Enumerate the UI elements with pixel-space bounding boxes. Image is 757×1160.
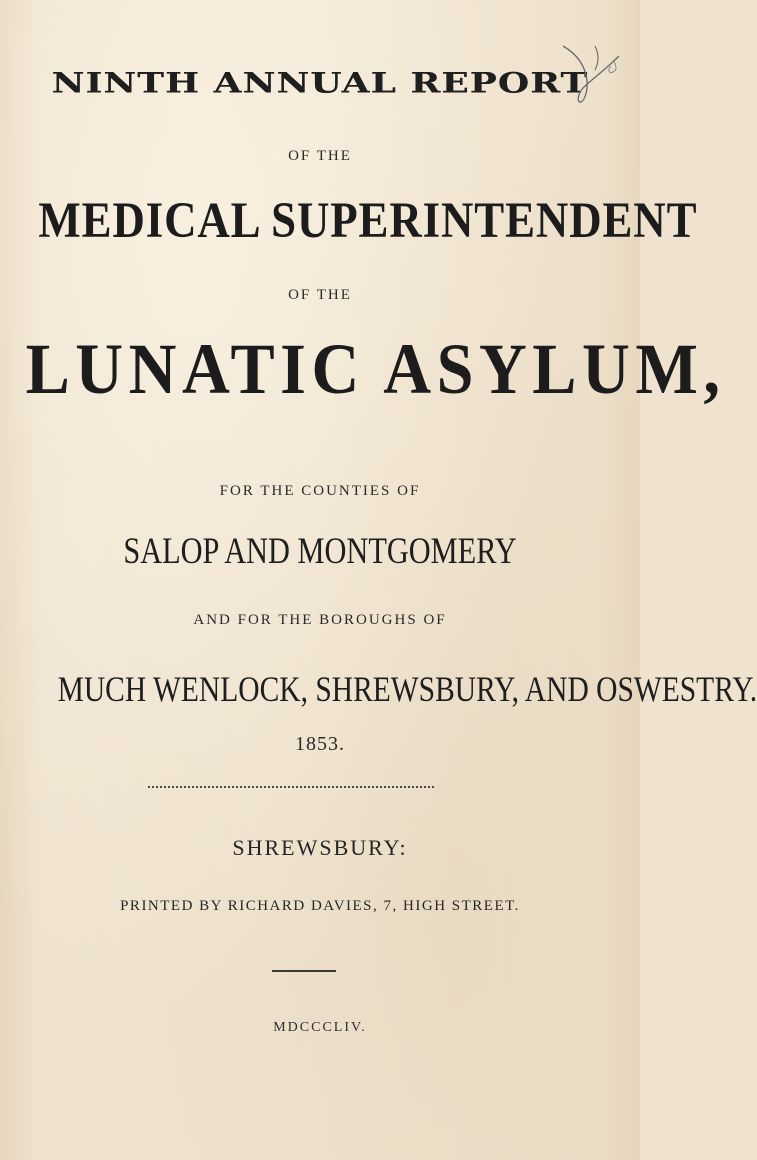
short-divider (272, 970, 336, 972)
dotted-divider (148, 786, 434, 788)
of-the-line-1: OF THE (288, 148, 352, 164)
boroughs-of-line: AND FOR THE BOROUGHS OF (193, 612, 447, 628)
report-title: NINTH ANNUAL REPORT (51, 66, 589, 100)
counties-of-line: FOR THE COUNTIES OF (219, 483, 421, 499)
handwritten-mark (555, 40, 625, 110)
heading-medical-superintendent: MEDICAL SUPERINTENDENT (38, 193, 698, 249)
heading-salop-montgomery: SALOP AND MONTGOMERY (123, 531, 517, 572)
of-the-line-2: OF THE (288, 287, 352, 303)
heading-lunatic-asylum: LUNATIC ASYLUM, (25, 329, 726, 409)
heading-boroughs: MUCH WENLOCK, SHREWSBURY, AND OSWESTRY. (57, 669, 757, 709)
roman-date: MDCCCLIV. (273, 1020, 367, 1035)
printer-imprint: PRINTED BY RICHARD DAVIES, 7, HIGH STREET. (120, 898, 520, 914)
place-of-printing: SHREWSBURY: (232, 835, 408, 860)
year: 1853. (295, 733, 345, 755)
